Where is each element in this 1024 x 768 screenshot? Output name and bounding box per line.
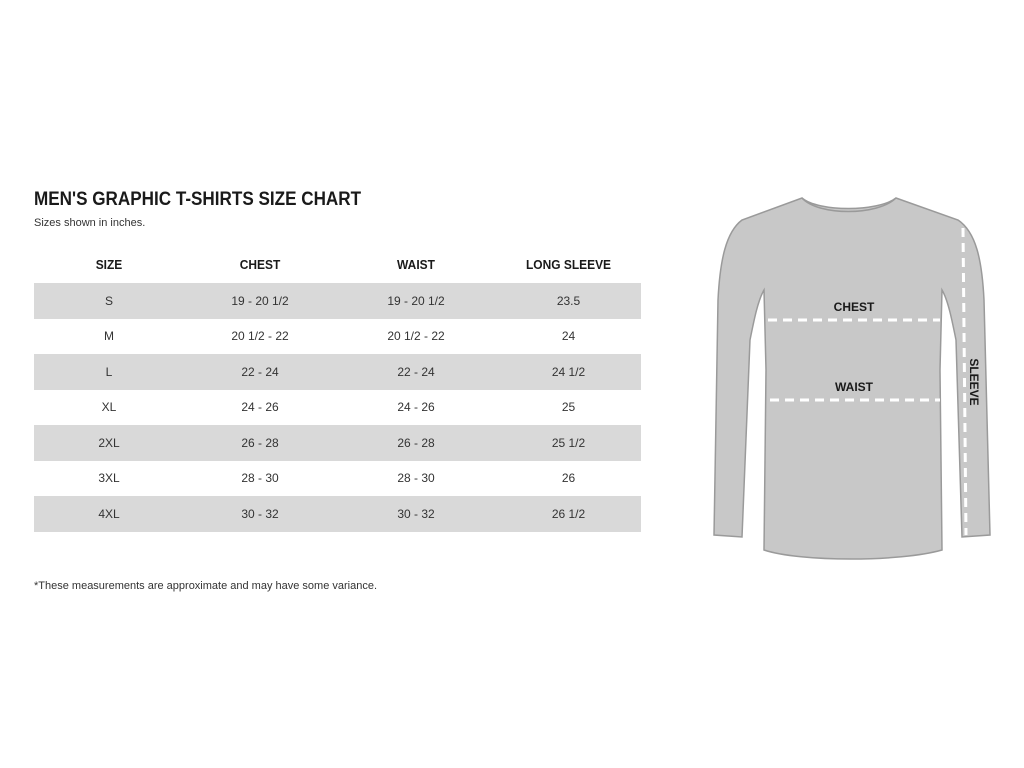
column-header-long-sleeve: LONG SLEEVE	[525, 256, 612, 272]
size-chart-table	[34, 245, 641, 532]
cell-long-sleeve: 26 1/2	[551, 506, 586, 521]
table-body	[34, 283, 641, 532]
waist-label: WAIST	[835, 380, 873, 394]
chest-label: CHEST	[833, 300, 875, 314]
table-row	[34, 496, 641, 532]
cell-size: M	[104, 329, 114, 344]
table-row	[34, 283, 641, 319]
cell-waist: 19 - 20 1/2	[387, 293, 445, 308]
cell-size: S	[104, 293, 113, 308]
cell-size: 4XL	[98, 506, 120, 521]
table-row	[34, 425, 641, 461]
sleeve-label: SLEEVE	[967, 358, 981, 406]
cell-long-sleeve: 25 1/2	[551, 435, 586, 450]
cell-chest: 24 - 26	[241, 400, 279, 415]
cell-chest: 19 - 20 1/2	[231, 293, 289, 308]
cell-chest: 26 - 28	[241, 435, 279, 450]
shirt-body-shape	[714, 198, 990, 559]
cell-size: 3XL	[98, 471, 120, 486]
table-row	[34, 390, 641, 426]
cell-chest: 20 1/2 - 22	[231, 329, 289, 344]
table-row	[34, 461, 641, 497]
table-row	[34, 319, 641, 355]
cell-size: XL	[101, 400, 117, 415]
table-row	[34, 354, 641, 390]
cell-long-sleeve: 24	[561, 329, 576, 344]
cell-chest: 28 - 30	[241, 471, 279, 486]
measurement-footnote: *These measurements are approximate and may have some variance.	[34, 580, 378, 592]
table-header-row	[34, 245, 641, 283]
cell-waist: 26 - 28	[397, 435, 435, 450]
cell-waist: 22 - 24	[397, 364, 435, 379]
cell-waist: 28 - 30	[397, 471, 435, 486]
cell-long-sleeve: 26	[561, 471, 576, 486]
cell-size: 2XL	[98, 435, 120, 450]
cell-waist: 20 1/2 - 22	[387, 329, 445, 344]
column-header-size: SIZE	[95, 256, 123, 272]
cell-waist: 30 - 32	[397, 506, 435, 521]
page-title: MEN'S GRAPHIC T-SHIRTS SIZE CHART	[34, 189, 362, 210]
cell-long-sleeve: 24 1/2	[551, 364, 586, 379]
cell-chest: 30 - 32	[241, 506, 279, 521]
long-sleeve-shirt-illustration	[700, 190, 1000, 565]
page-subtitle: Sizes shown in inches.	[34, 217, 146, 229]
column-header-chest: CHEST	[239, 256, 281, 272]
column-header-waist: WAIST	[397, 256, 435, 272]
cell-chest: 22 - 24	[241, 364, 279, 379]
shirt-measurement-diagram	[700, 190, 1000, 565]
cell-size: L	[105, 364, 113, 379]
cell-waist: 24 - 26	[397, 400, 435, 415]
cell-long-sleeve: 23.5	[556, 293, 581, 308]
cell-long-sleeve: 25	[561, 400, 576, 415]
